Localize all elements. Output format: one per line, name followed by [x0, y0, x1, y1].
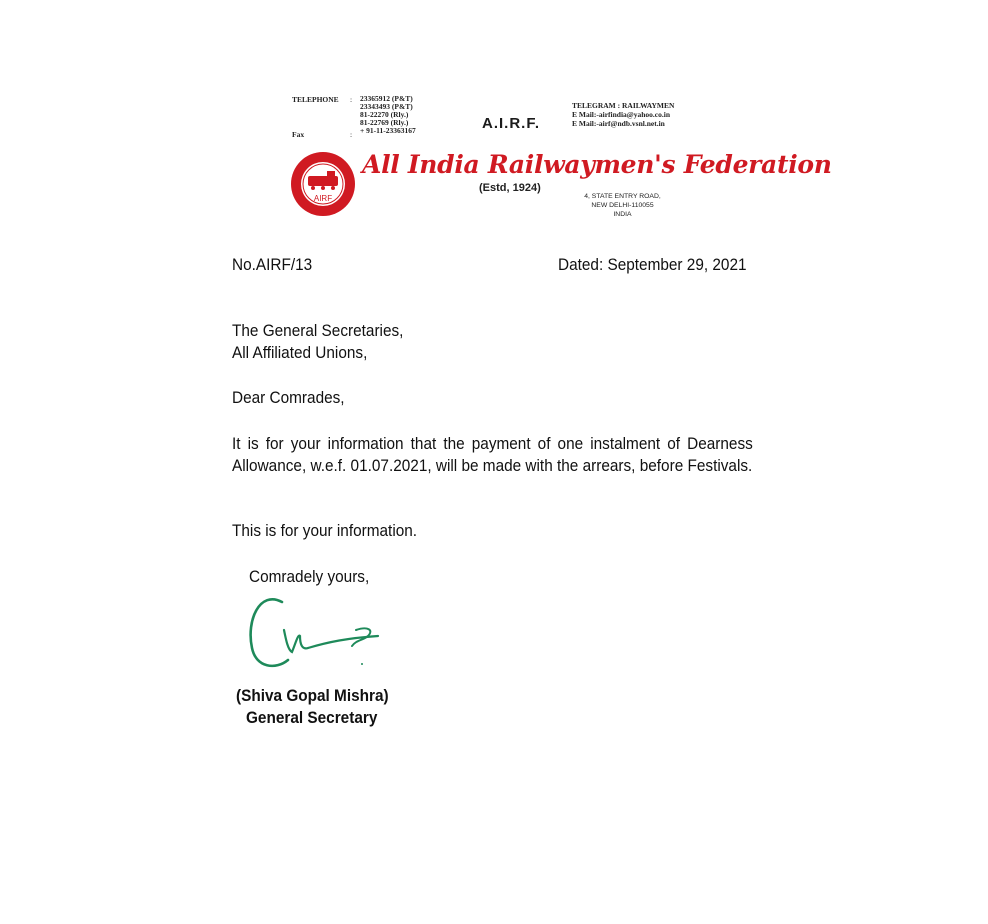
org-address — [570, 192, 675, 219]
salutation: Dear Comrades, — [232, 389, 345, 407]
signatory-name: (Shiva Gopal Mishra) — [236, 687, 389, 705]
organization-name: All India Railwaymen's Federation — [362, 150, 832, 179]
address-line: 4, STATE ENTRY ROAD, — [584, 193, 661, 200]
address-line: NEW DELHI-110055 — [591, 202, 654, 209]
airf-seal-logo — [289, 150, 357, 218]
address-line: INDIA — [613, 211, 632, 218]
recipient-line: The General Secretaries, — [232, 322, 404, 340]
separator: : — [350, 95, 353, 104]
signatory-title: General Secretary — [246, 709, 378, 727]
telephone-number: + 91-11-23363167 — [360, 126, 416, 135]
contact-block — [572, 101, 674, 128]
reference-number: No.AIRF/13 — [232, 256, 313, 274]
locomotive-icon — [308, 176, 338, 186]
telegram-address: TELEGRAM : RAILWAYMEN — [572, 101, 675, 110]
info-line: This is for your information. — [232, 522, 418, 540]
seal-text: AIRF — [313, 194, 333, 203]
telephone-number: 23343493 (P&T) — [360, 102, 413, 111]
telephone-number: 81-22270 (Rly.) — [360, 110, 409, 119]
email-address: E Mail:-airfindia@yahoo.co.in — [572, 110, 671, 119]
telephone-number: 81-22769 (Rly.) — [360, 118, 409, 127]
letter-date: Dated: September 29, 2021 — [558, 256, 747, 274]
established-year: (Estd, 1924) — [479, 182, 541, 194]
org-abbreviation: A.I.R.F. — [482, 115, 541, 132]
fax-label: Fax — [292, 130, 305, 139]
letter-body: It is for your information that the payment of one instalment of Dearness Allowance, w.e.f. 01.07.2021, will be made with the arrears, before Festivals. — [232, 435, 753, 475]
recipient-line: All Affiliated Unions, — [232, 344, 368, 362]
telephone-numbers — [360, 94, 416, 134]
telephone-label: TELEPHONE — [292, 95, 339, 104]
email-address: E Mail:-airf@ndb.vsnl.net.in — [572, 119, 665, 128]
telephone-number: 23365912 (P&T) — [360, 94, 413, 103]
handwritten-signature — [238, 590, 388, 680]
separator: : — [350, 130, 353, 139]
closing-line: Comradely yours, — [249, 568, 370, 586]
